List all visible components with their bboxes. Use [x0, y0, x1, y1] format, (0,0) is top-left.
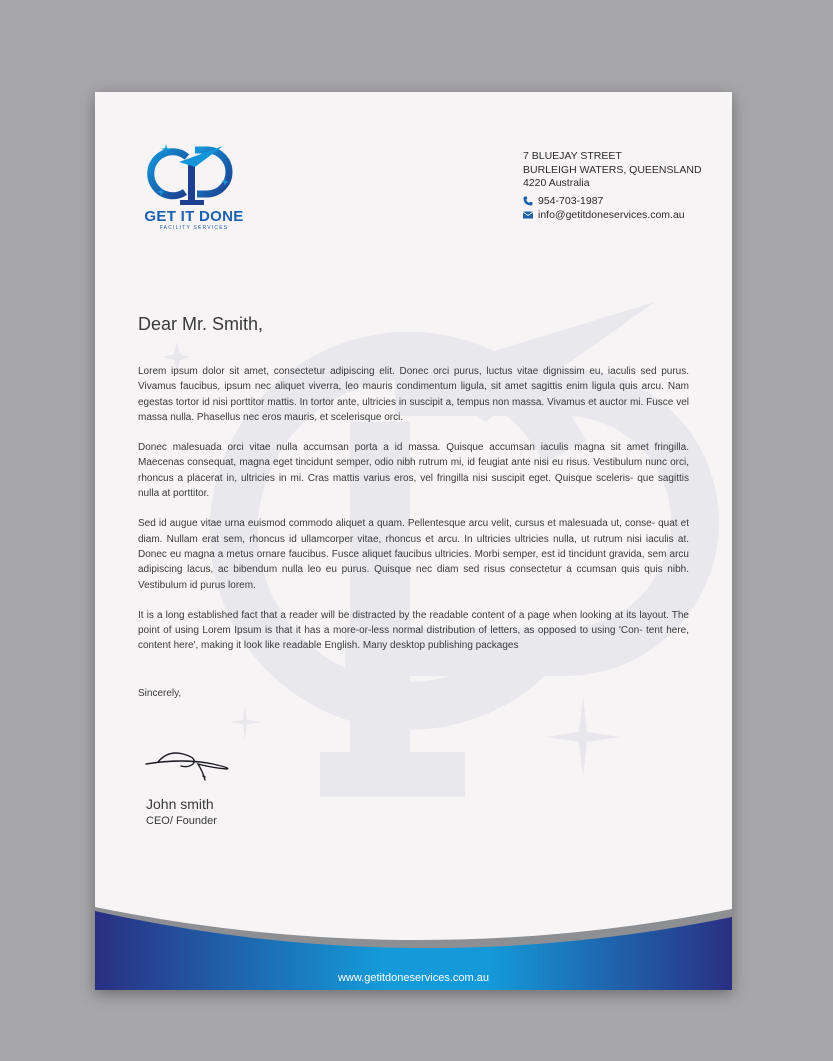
letterhead-page: [95, 92, 732, 990]
signature: [143, 742, 233, 787]
address-line: 7 BLUEJAY STREET: [523, 150, 622, 162]
letter-body: [138, 364, 689, 669]
email-line[interactable]: [523, 209, 685, 221]
body-paragraph: Sed id augue vitae urna euismod commodo aliquet a quam. Pellentesque arcu velit, cursus et malesuada ut, conse- quat et diam. Nullam erat sem, rhoncus id ullamcorper vitae, rhoncus et arcu. In ultricies ultricies nulla, ut rutrum nisi iaculis at. Donec eu magna a metus ornare faucibus. Fusce aliquet faucibus ultricies. Morbi semper, est id tincidunt gravida, sem arcu adipiscing lacus, ac bibendum nulla leo eu purus. Quisque nec diam sed risus consectetur a ccumsan quis quis nibh. Vestibulum id purus lorem.: [138, 518, 689, 591]
signer-title: CEO/ Founder: [146, 815, 217, 827]
greeting: Dear Mr. Smith,: [138, 314, 264, 334]
phone-number: 954-703-1987: [538, 195, 604, 207]
email-address[interactable]: info@getitdoneservices.com.au: [538, 209, 685, 221]
address-line: 4220 Australia: [523, 177, 590, 189]
envelope-icon: [523, 211, 533, 219]
body-paragraph: It is a long established fact that a reader will be distracted by the readable content of a page when looking at its layout. The point of using Lorem Ipsum is that it has a more-or-less normal distribution of letters, as opposed to using 'Con- tent here, content here', making it look like readable English. Many desktop publishing packages: [138, 609, 689, 652]
signer-name: John smith: [146, 796, 214, 812]
body-paragraph: Lorem ipsum dolor sit amet, consectetur adipiscing elit. Donec orci purus, luctus vitae dignissim eu, iaculis sed purus. Vivamus faucibus, ipsum nec aliquet viverra, leo mauris condimentum ligula, sit amet sagittis enim ligula quis arcu. Nam egestas tortor id nisi porttitor mattis. In tortor ante, ultricies in suscipit a, tempus non massa. Vivamus et auctor mi. Fusce vel massa nulla. Phasellus nec eros mauris, et scelerisque orci.: [138, 366, 689, 423]
closing: Sincerely,: [138, 688, 182, 699]
website-link[interactable]: www.getitdoneservices.com.au: [337, 972, 489, 984]
phone-icon: [523, 196, 533, 206]
company-name: GET IT DONE: [144, 208, 244, 225]
phone-line: [523, 195, 603, 207]
company-tagline: FACILITY SERVICES: [159, 225, 229, 231]
address-line: BURLEIGH WATERS, QUEENSLAND: [523, 163, 702, 176]
body-paragraph: Donec malesuada orci vitae nulla accumsan porta a id massa. Quisque accumsan iaculis magna sit amet fringilla. Maecenas consequat, magna eget tincidunt semper, odio nibh rutrum mi, id feugiat ante nisi eu risus. Vestibulum nunc orci, rhoncus a placerat in, ultricies in mi. Cras mattis varius eros, vel fringilla nisi suscipit eget. Quisque sceleris- que sagittis nulla at porttitor.: [138, 442, 689, 500]
address-block: [523, 150, 702, 191]
